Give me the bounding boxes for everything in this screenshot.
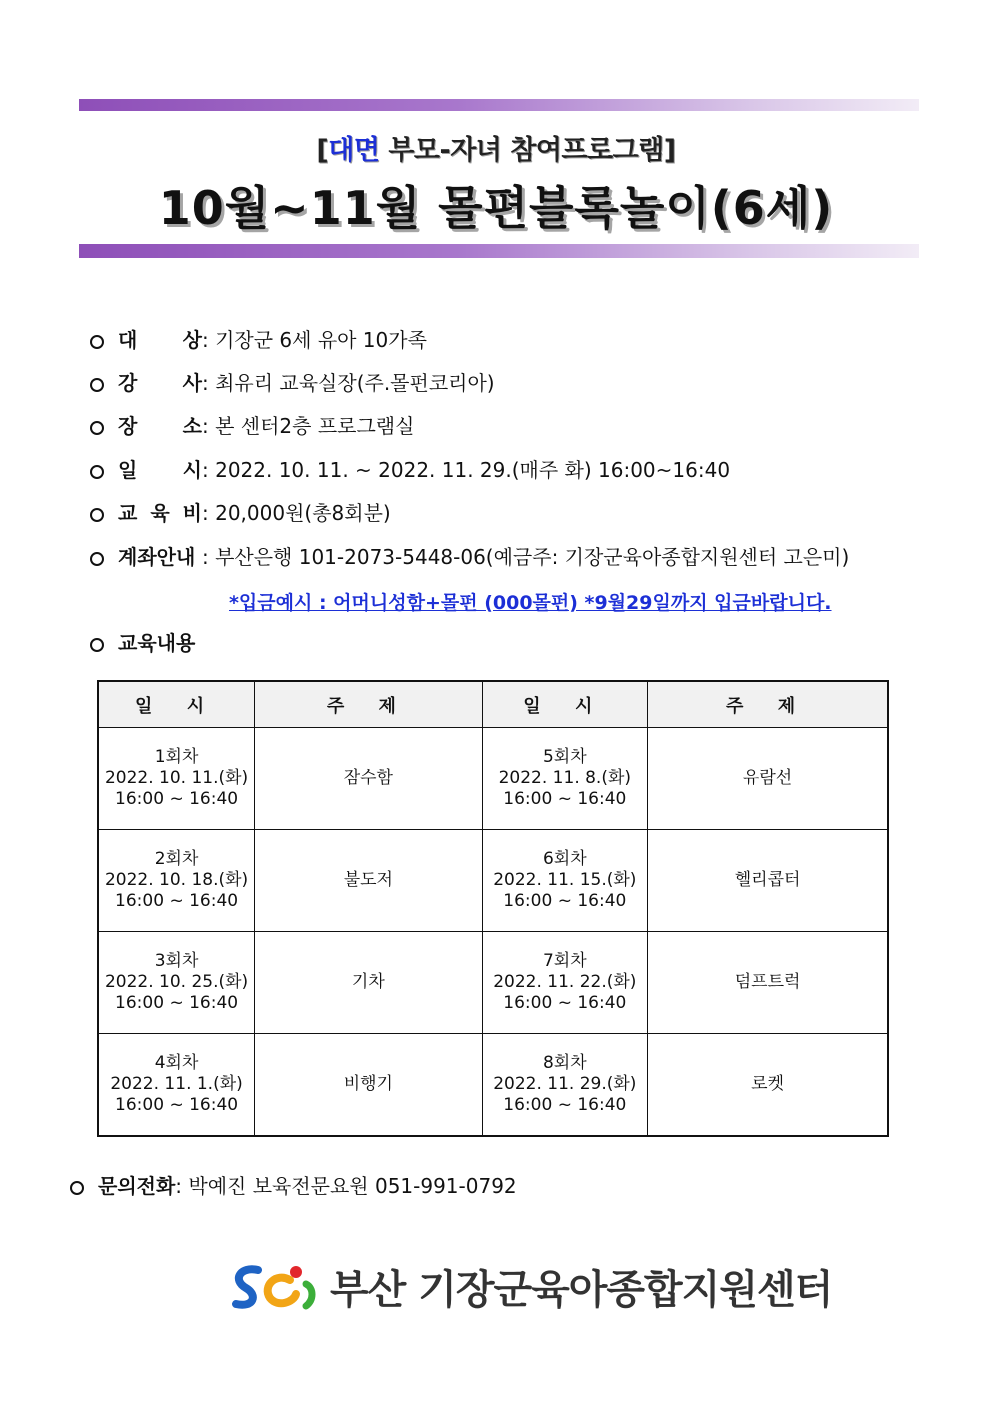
session-cell — [482, 932, 648, 1034]
session-time: 16:00 ~ 16:40 — [503, 993, 627, 1013]
subtitle-bracket: [ — [316, 135, 329, 166]
subtitle-text: 부모-자녀 참여프로그램] — [379, 135, 676, 166]
session-time: 16:00 ~ 16:40 — [503, 789, 627, 809]
session-cell — [482, 728, 648, 830]
info-label: 대 상 — [118, 328, 202, 352]
session-cell — [98, 830, 255, 932]
session-number: 6회차 — [542, 849, 587, 869]
session-number: 7회차 — [542, 951, 587, 971]
info-label: 일 시 — [118, 458, 202, 482]
info-label: 강 사 — [118, 371, 202, 395]
session-number: 4회차 — [154, 1053, 199, 1073]
session-date: 2022. 11. 22.(화) — [493, 972, 637, 992]
session-time: 16:00 ~ 16:40 — [115, 993, 239, 1013]
program-subtitle — [0, 128, 992, 167]
bottom-decorative-bar — [79, 244, 919, 258]
table-row — [98, 728, 888, 830]
info-value: : 2022. 10. 11. ~ 2022. 11. 29.(매주 화) 16:00~16:40 — [202, 458, 731, 482]
info-value: : 최유리 교육실장(주.몰펀코리아) — [202, 371, 495, 395]
center-logo-icon — [228, 1258, 320, 1314]
info-label: 장 소 — [118, 414, 202, 438]
contact-label: 문의전화 — [98, 1174, 176, 1198]
session-time: 16:00 ~ 16:40 — [115, 789, 239, 809]
topic-cell: 덤프트럭 — [648, 932, 888, 1034]
info-row-schedule — [90, 458, 730, 482]
info-row-fee — [90, 501, 391, 525]
session-date: 2022. 10. 25.(화) — [104, 972, 249, 992]
session-number: 3회차 — [154, 951, 199, 971]
session-date: 2022. 10. 11.(화) — [104, 768, 249, 788]
subtitle-highlight: 대면 — [328, 135, 380, 166]
session-time: 16:00 ~ 16:40 — [503, 891, 627, 911]
header-topic: 주 제 — [255, 681, 482, 728]
top-decorative-bar — [79, 99, 919, 111]
session-cell — [98, 1034, 255, 1137]
header-date: 일 시 — [482, 681, 648, 728]
footer-logo — [228, 1258, 832, 1314]
topic-cell: 기차 — [255, 932, 482, 1034]
deposit-note: *입금예시 : 어머니성함+몰펀 (000몰펀) *9월29일까지 입금바랍니다. — [229, 592, 832, 614]
topic-cell: 유람선 — [648, 728, 888, 830]
table-row — [98, 830, 888, 932]
bullet-icon — [90, 638, 104, 652]
section-heading-curriculum — [90, 631, 195, 655]
bullet-icon — [90, 508, 104, 522]
section-label: 교육내용 — [118, 631, 196, 655]
session-number: 1회차 — [154, 747, 199, 767]
session-number: 5회차 — [542, 747, 587, 767]
info-value: : 부산은행 101-2073-5448-06(예금주: 기장군육아종합지원센터 고은미) — [202, 545, 850, 569]
session-time: 16:00 ~ 16:40 — [503, 1095, 627, 1115]
contact-value: : 박예진 보육전문요원 051-991-0792 — [175, 1174, 517, 1198]
contact-line — [70, 1170, 517, 1199]
header-topic: 주 제 — [648, 681, 888, 728]
topic-cell: 비행기 — [255, 1034, 482, 1137]
bullet-icon — [90, 335, 104, 349]
org-name: 부산 기장군육아종합지원센터 — [330, 1266, 833, 1313]
bullet-icon — [90, 552, 104, 566]
session-date: 2022. 11. 29.(화) — [493, 1074, 637, 1094]
session-date: 2022. 11. 15.(화) — [493, 870, 637, 890]
info-label: 교 육 비 — [118, 501, 202, 525]
table-row — [98, 932, 888, 1034]
bullet-icon — [90, 421, 104, 435]
info-row-account — [90, 545, 849, 569]
header-date: 일 시 — [98, 681, 255, 728]
page-title: 10월~11월 몰편블록놀이(6세) — [158, 181, 834, 235]
curriculum-table — [97, 680, 889, 1137]
info-row-target — [90, 328, 427, 352]
info-label: 계좌안내 — [118, 545, 196, 569]
table-header-row — [98, 681, 888, 728]
session-cell — [98, 728, 255, 830]
session-date: 2022. 11. 1.(화) — [110, 1074, 243, 1094]
session-time: 16:00 ~ 16:40 — [115, 1095, 239, 1115]
bullet-icon — [90, 465, 104, 479]
table-row — [98, 1034, 888, 1137]
session-number: 2회차 — [154, 849, 199, 869]
topic-cell: 로켓 — [648, 1034, 888, 1137]
session-cell — [482, 1034, 648, 1137]
topic-cell: 헬리콥터 — [648, 830, 888, 932]
topic-cell: 불도저 — [255, 830, 482, 932]
session-cell — [482, 830, 648, 932]
session-number: 8회차 — [542, 1053, 587, 1073]
info-row-instructor — [90, 371, 495, 395]
session-cell — [98, 932, 255, 1034]
bullet-icon — [70, 1181, 84, 1195]
topic-cell: 잠수함 — [255, 728, 482, 830]
info-value: : 20,000원(총8회분) — [202, 501, 391, 525]
session-time: 16:00 ~ 16:40 — [115, 891, 239, 911]
info-row-location — [90, 414, 414, 438]
session-date: 2022. 11. 8.(화) — [498, 768, 632, 788]
info-value: : 기장군 6세 유아 10가족 — [202, 328, 427, 352]
session-date: 2022. 10. 18.(화) — [104, 870, 249, 890]
info-value: : 본 센터2층 프로그램실 — [202, 414, 415, 438]
bullet-icon — [90, 378, 104, 392]
